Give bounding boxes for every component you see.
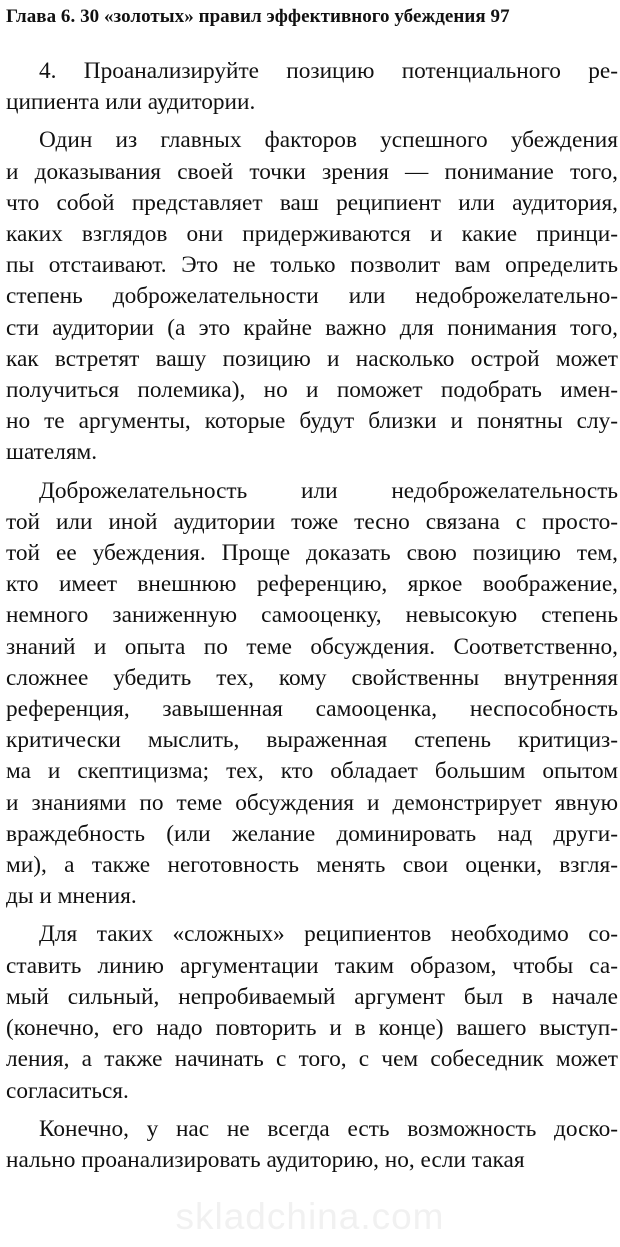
text-line: и знаниями по теме обсуждения и демонстрирует явную <box>6 789 618 816</box>
paragraph <box>0 125 620 468</box>
text-line: ципиента или аудитории. <box>6 89 256 116</box>
paragraph <box>0 919 620 1106</box>
text-line: ма и скептицизма; тех, кто обладает большим опытом <box>6 758 618 785</box>
text-line: согласиться. <box>6 1077 129 1104</box>
text-line: референция, завышенная самооценка, неспособность <box>6 696 618 723</box>
text-line: кто имеет внешнюю референцию, яркое воображение, <box>6 571 618 598</box>
text-line: и доказывания своей точки зрения — понимание того, <box>6 158 618 185</box>
text-line: знаний и опыта по теме обсуждения. Соответственно, <box>6 633 618 660</box>
text-line: Для таких «сложных» реципиентов необходимо со- <box>39 921 618 948</box>
text-line: мый сильный, непробиваемый аргумент был в начале <box>6 983 618 1010</box>
watermark: skladchina.com <box>175 1196 445 1237</box>
text-line: Доброжелательность или недоброжелательность <box>39 477 618 504</box>
page-body <box>0 56 620 1176</box>
paragraph <box>0 476 620 913</box>
running-header: Глава 6. 30 «золотых» правил эффективного убеждения 97 <box>6 6 510 27</box>
text-line: шателям. <box>6 439 98 466</box>
paragraph <box>0 56 620 118</box>
text-line: Один из главных факторов успешного убеждения <box>39 127 618 154</box>
text-line: той ее убеждения. Проще доказать свою позицию тем, <box>6 540 618 567</box>
text-line: ды и мнения. <box>6 883 137 910</box>
text-line: той или иной аудитории тоже тесно связана с просто- <box>6 508 618 535</box>
text-line: получиться полемика), но и поможет подобрать имен- <box>6 377 618 404</box>
text-line: немного заниженную самооценку, невысокую степень <box>6 602 618 629</box>
paragraph <box>0 1114 620 1176</box>
text-line: нально проанализировать аудиторию, но, если такая <box>6 1146 525 1173</box>
text-line: ления, а также начинать с того, с чем собеседник может <box>6 1046 618 1073</box>
text-line: ставить линию аргументации таким образом, чтобы са- <box>6 952 618 979</box>
text-line: сложнее убедить тех, кому свойственны внутренняя <box>6 664 618 691</box>
text-line: 4. Проанализируйте позицию потенциального ре- <box>39 58 618 84</box>
text-line: как встретят вашу позицию и насколько острой может <box>6 345 618 372</box>
text-line: (конечно, его надо повторить и в конце) вашего выступ- <box>6 1015 618 1042</box>
text-line: пы отстаивают. Это не только позволит вам определить <box>6 252 618 279</box>
text-line: степень доброжелательности или недоброжелательно- <box>6 283 618 310</box>
text-line: но те аргументы, которые будут близки и понятны слу- <box>6 408 618 435</box>
text-line: враждебность (или желание доминировать над други- <box>6 820 618 847</box>
text-line: критически мыслить, выраженная степень критициз- <box>6 727 618 754</box>
text-line: что собой представляет ваш реципиент или аудитория, <box>6 189 618 216</box>
text-line: Конечно, у нас не всегда есть возможность доско- <box>39 1115 618 1142</box>
text-line: ми), а также неготовность менять свои оценки, взгля- <box>6 852 618 879</box>
text-line: сти аудитории (а это крайне важно для понимания того, <box>6 314 618 341</box>
text-line: каких взглядов они придерживаются и какие принци- <box>6 221 618 248</box>
